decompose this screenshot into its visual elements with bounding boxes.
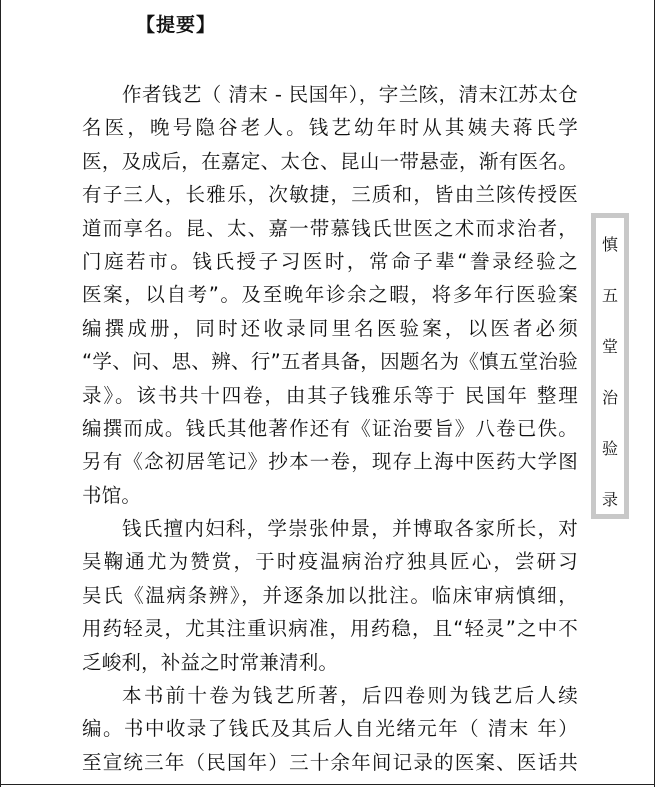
text-line: 吴鞠通尤为赞赏，于时疫温病治疗独具匠心，尝研习: [82, 550, 578, 574]
page-border-right: [654, 0, 655, 787]
text-line: 乏峻利，补益之时常兼清利。: [82, 650, 339, 674]
text-line: 作者钱艺（ 清末 - 民国年），字兰陔，清末江苏太仓: [122, 83, 578, 106]
text-line: “学、问、思、辨、行”五者具备，因题名为《慎五堂治验: [82, 350, 578, 374]
text-line: 有子三人，长雅乐，次敏捷，三质和，皆由兰陔传授医: [82, 183, 578, 207]
spine-title-char: 验: [601, 439, 618, 458]
spine-title-box: [591, 213, 629, 519]
text-line: 道而享名。昆、太、嘉一带慕钱氏世医之术而求治者，: [82, 216, 578, 240]
text-line: 录》。该书共十四卷，由其子钱雅乐等于 民国年 整理: [82, 383, 578, 407]
text-line: 用药轻灵，尤其注重识病准，用药稳，且“轻灵”之中不: [82, 617, 578, 641]
text-line: 医，及成后，在嘉定、太仓、昆山一带悬壶，渐有医名。: [82, 149, 578, 173]
body-text: [82, 78, 578, 779]
spine-title-char: 治: [601, 388, 618, 407]
text-line: 门庭若市。钱氏授子习医时，常命子辈“誊录经验之: [82, 249, 578, 273]
text-line: 另有《念初居笔记》抄本一卷，现存上海中医药大学图: [82, 450, 578, 474]
spine-title-char: 慎: [601, 235, 618, 254]
text-line: 编撰而成。钱氏其他著作还有《证治要旨》八卷已佚。: [82, 416, 578, 440]
text-line: 钱氏擅内妇科，学崇张仲景，并博取各家所长，对: [122, 517, 578, 541]
spine-title-char: 五: [601, 286, 618, 305]
text-line: 编。书中收录了钱氏及其后人自光绪元年（ 清末 年）: [82, 717, 578, 741]
text-line: 医案，以自考”。及至晚年诊余之暇，将多年行医验案: [82, 283, 578, 307]
text-line: 书馆。: [82, 483, 142, 507]
text-line: 名医，晚号隐谷老人。钱艺幼年时从其姨夫蒋氏学: [82, 116, 578, 140]
page-border-left: [0, 0, 1, 787]
text-line: 吴氏《温病条辨》，并逐条加以批注。临床审病慎细，: [82, 583, 578, 607]
text-line: 至宣统三年（民国年）三十余年间记录的医案、医话共: [82, 750, 578, 774]
text-line: 本书前十卷为钱艺所著，后四卷则为钱艺后人续: [122, 684, 578, 708]
spine-title-char: 堂: [601, 337, 618, 356]
section-heading: 【提要】: [136, 14, 217, 36]
page-border-bottom: [0, 784, 655, 785]
text-line: 编撰成册，同时还收录同里名医验案，以医者必须: [82, 316, 578, 340]
spine-title-char: 录: [601, 490, 618, 509]
